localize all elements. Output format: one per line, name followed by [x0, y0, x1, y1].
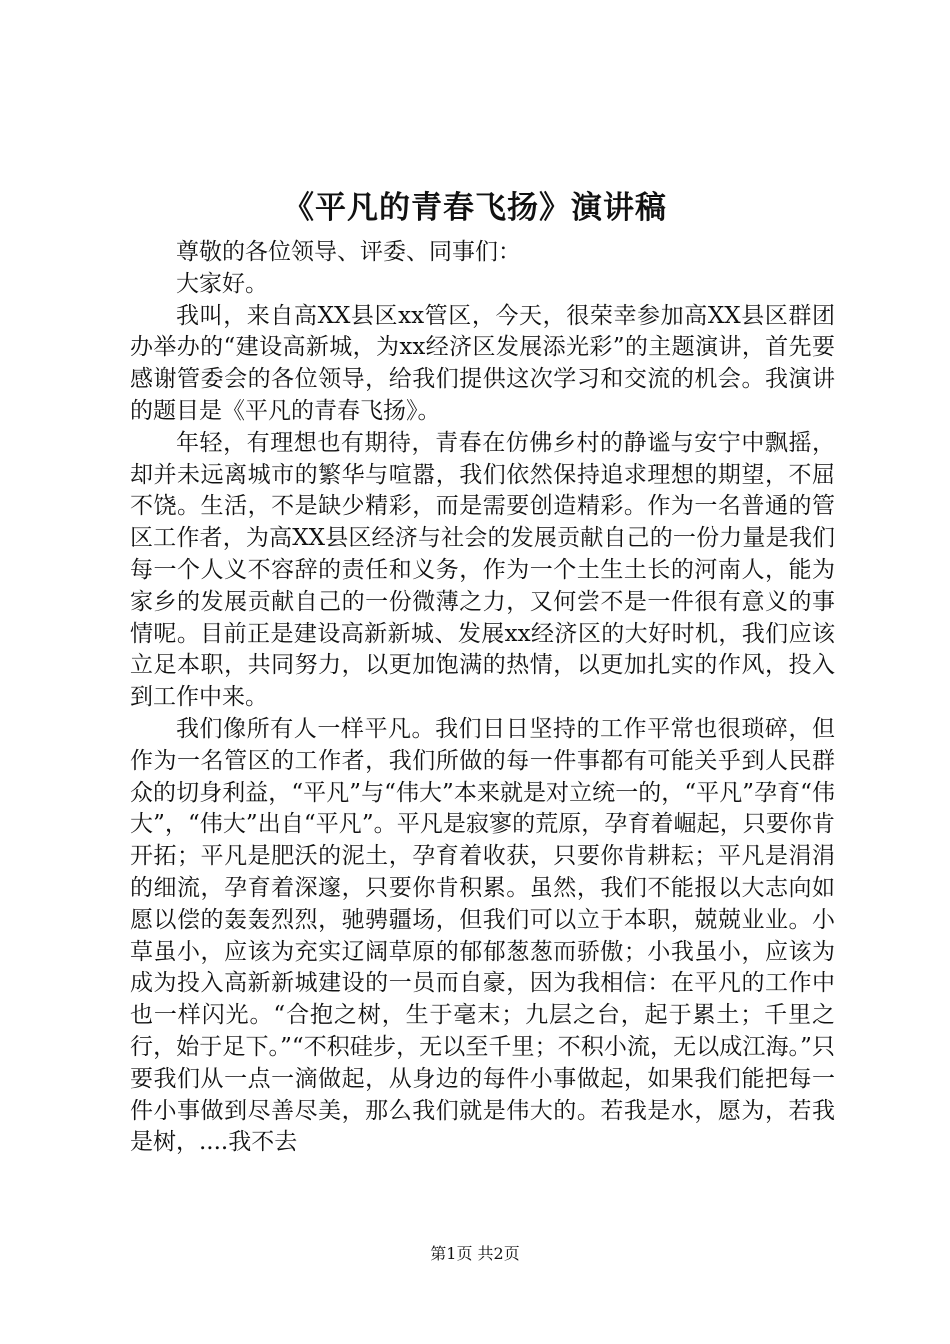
paragraph-salutation: 尊敬的各位领导、评委、同事们：	[176, 239, 521, 265]
paragraph-ordinary: 我们像所有人一样平凡。我们日日坚持的工作平常也很琐碎，但作为一名管区的工作者，我们所做的每一件事都有可能关乎到人民群众的切身利益，“平凡”与“伟大”本来就是对立统一的，“平凡”孕育“伟大”，“伟大”出自“平凡”。平凡是寂寥的荒原，孕育着崛起，只要你肯开拓；平凡是肥沃的泥土，孕育着收获，只要你肯耕耘；平凡是涓涓的细流，孕育着深邃，只要你肯积累。虽然，我们不能报以大志向如愿以偿的轰轰烈烈，驰骋疆场，但我们可以立于本职，兢兢业业。小草虽小，应该为充实辽阔草原的郁郁葱葱而骄傲；小我虽小，应该为成为投入高新新城建设的一员而自豪，因为我相信：在平凡的工作中也一样闪光。“合抱之树，生于毫末；九层之台，起于累土；千里之行，始于足下。”“不积硅步，无以至千里；不积小流，无以成江海。”只要我们从一点一滴做起，从身边的每件小事做起，如果我们能把每一件小事做到尽善尽美，那么我们就是伟大的。若我是水，愿为，若我是树，....我不去	[130, 715, 835, 1156]
paragraph-introduction: 我叫，来自高XX县区xx管区，今天，很荣幸参加高XX县区群团办举办的“建设高新城，为xx经济区发展添光彩”的主题演讲，首先要感谢管委会的各位领导，给我们提供这次学习和交流的机会。我演讲的题目是《平凡的青春飞扬》。	[130, 302, 835, 424]
document-body	[130, 237, 835, 1159]
paragraph-greeting: 大家好。	[176, 270, 268, 297]
paragraph-youth: 年轻，有理想也有期待，青春在仿佛乡村的静谧与安宁中飘摇，却并未远离城市的繁华与喧嚣，我们依然保持追求理想的期望，不屈不饶。生活，不是缺少精彩，而是需要创造精彩。作为一名普通的管区工作者，为高XX县区经济与社会的发展贡献自己的一份力量是我们每一个人义不容辞的责任和义务，作为一个土生土长的河南人，能为家乡的发展贡献自己的一份微薄之力，又何尝不是一件很有意义的事情呢。目前正是建设高新新城、发展xx经济区的大好时机，我们应该立足本职，共同努力，以更加饱满的热情，以更加扎实的作风，投入到工作中来。	[130, 429, 835, 711]
page-footer: 第1页 共2页	[430, 1244, 520, 1263]
document-title: 《平凡的青春飞扬》演讲稿	[283, 190, 667, 226]
